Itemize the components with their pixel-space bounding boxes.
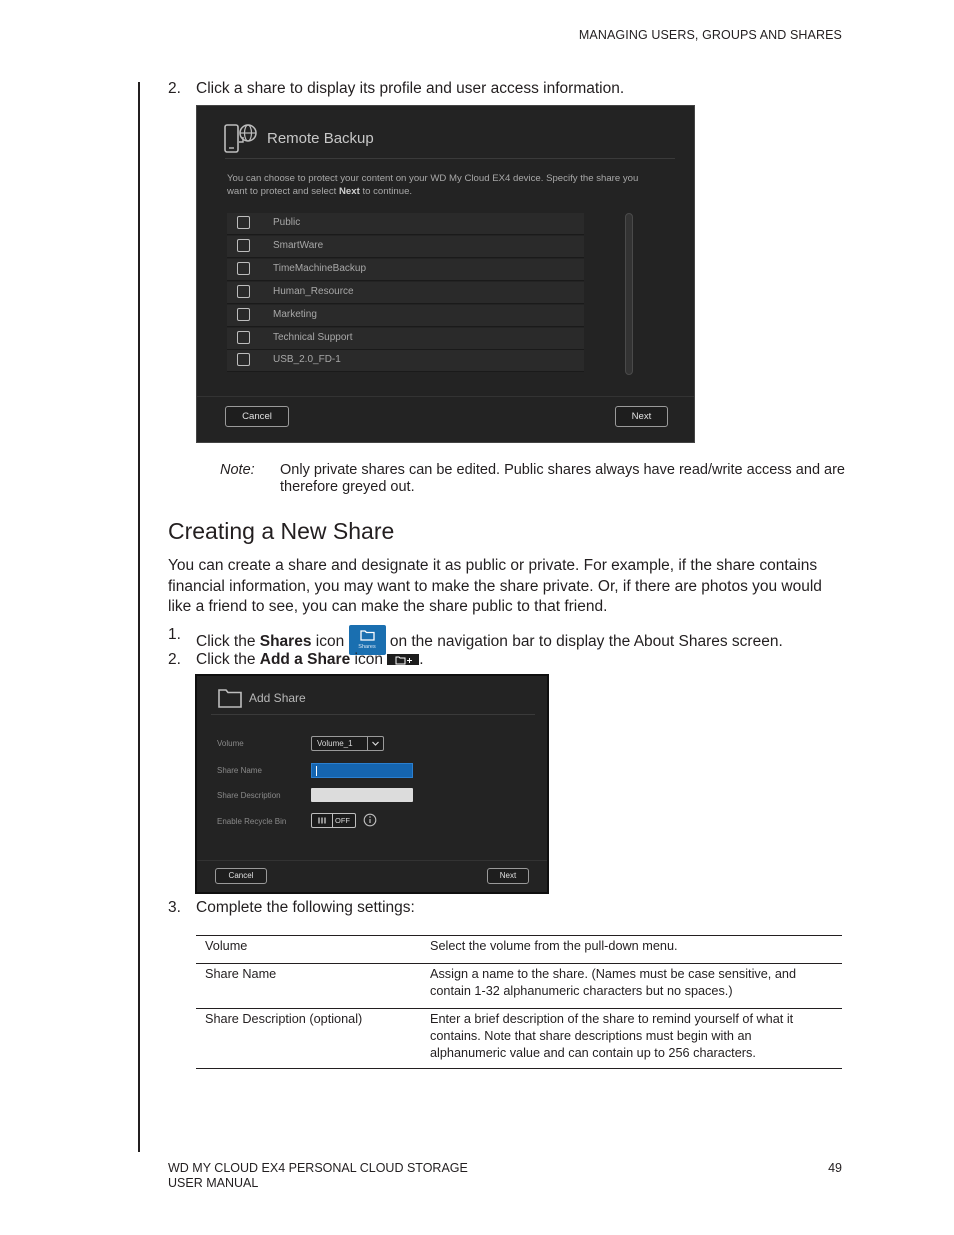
setting-field: Share Name [196, 964, 421, 1009]
step-number: 1. [168, 626, 181, 643]
step-text: Click the Shares icon Shares on the navigation bar to display the About Shares screen. [196, 625, 783, 655]
share-name-label: Share Name [217, 766, 262, 775]
next-button[interactable]: Next [615, 406, 668, 427]
page-header: MANAGING USERS, GROUPS AND SHARES [578, 28, 842, 42]
step-text: Click the Add a Share icon . [196, 651, 424, 668]
share-description-input[interactable] [311, 788, 413, 802]
share-row-public[interactable] [227, 213, 584, 235]
recycle-bin-toggle[interactable] [311, 813, 356, 828]
checkbox[interactable] [237, 331, 250, 344]
share-label: USB_2.0_FD-1 [273, 354, 341, 365]
share-label: Technical Support [273, 332, 353, 343]
share-label: Human_Resource [273, 286, 354, 297]
page-number: 49 [828, 1161, 842, 1175]
checkbox[interactable] [237, 353, 250, 366]
checkbox[interactable] [237, 262, 250, 275]
cancel-button[interactable]: Cancel [225, 406, 289, 427]
step-text: Click a share to display its profile and user access information. [196, 80, 625, 97]
info-icon[interactable] [363, 813, 377, 827]
dialog-title: Remote Backup [267, 130, 374, 147]
share-label: Public [273, 217, 301, 228]
checkbox[interactable] [237, 216, 250, 229]
remote-backup-icon [223, 122, 263, 156]
note-label: Note: [220, 462, 255, 478]
checkbox[interactable] [237, 308, 250, 321]
setting-field: Volume [196, 936, 421, 964]
step-number: 2. [168, 651, 181, 668]
setting-field: Share Description (optional) [196, 1009, 421, 1069]
share-label: TimeMachineBackup [273, 263, 367, 274]
setting-description: Enter a brief description of the share to remind yourself of what it contains. Note that share descriptions must begin with an alphanumeric value and can contain up to 256 characters. [421, 1009, 842, 1069]
section-intro: You can create a share and designate it as public or private. For example, if the share contains financial information, you may want to make the share private. Or, if there are photos you would like a friend to see, you can make the share public to that friend. [168, 557, 822, 615]
checkbox[interactable] [237, 239, 250, 252]
add-share-icon [387, 654, 419, 665]
shares-icon-label: Shares [358, 644, 376, 650]
volume-select[interactable] [311, 736, 384, 751]
setting-description: Assign a name to the share. (Names must be case sensitive, and contain 1-32 alphanumeric characters but no spaces.) [421, 964, 842, 1009]
dialog-description: You can choose to protect your content on your WD My Cloud EX4 device. Specify the share you want to protect and select Next to continue. [227, 173, 639, 197]
toggle-handle-icon [312, 814, 333, 827]
text-cursor [316, 766, 317, 776]
step-number: 3. [168, 899, 181, 916]
table-row [196, 936, 842, 964]
share-row-marketing[interactable] [227, 305, 584, 327]
margin-rule [138, 82, 140, 1152]
dialog-title: Add Share [249, 691, 306, 705]
cancel-button[interactable]: Cancel [215, 868, 267, 884]
divider [225, 158, 675, 159]
share-name-input[interactable] [311, 763, 413, 778]
footer-line-1: WD MY CLOUD EX4 PERSONAL CLOUD STORAGE [168, 1161, 468, 1175]
footer-line-2: USER MANUAL [168, 1176, 259, 1190]
add-share-screenshot [195, 674, 549, 894]
share-row-usb[interactable] [227, 350, 584, 372]
step-number: 2. [168, 80, 181, 97]
section-title: Creating a New Share [168, 518, 395, 544]
recycle-bin-label: Enable Recycle Bin [217, 817, 287, 826]
volume-value: Volume_1 [317, 739, 353, 748]
share-description-label: Share Description [217, 791, 281, 800]
divider [197, 860, 547, 861]
divider [197, 396, 694, 397]
settings-table [196, 935, 842, 1069]
toggle-state: OFF [335, 816, 350, 825]
checkbox[interactable] [237, 285, 250, 298]
scrollbar[interactable] [625, 213, 633, 375]
share-row-human-resource[interactable] [227, 282, 584, 304]
divider [211, 714, 535, 715]
share-label: Marketing [273, 309, 317, 320]
volume-label: Volume [217, 739, 244, 748]
table-row [196, 1009, 842, 1069]
chevron-down-icon[interactable] [367, 737, 383, 750]
share-row-technical-support[interactable] [227, 328, 584, 350]
table-row [196, 964, 842, 1009]
setting-description: Select the volume from the pull-down menu. [421, 936, 842, 964]
note-text: Only private shares can be edited. Public shares always have read/write access and are therefore greyed out. [280, 462, 845, 495]
share-row-timemachinebackup[interactable] [227, 259, 584, 281]
step-text: Complete the following settings: [196, 899, 415, 916]
folder-icon [217, 687, 243, 709]
next-button[interactable]: Next [487, 868, 529, 884]
share-label: SmartWare [273, 240, 324, 251]
share-row-smartware[interactable] [227, 236, 584, 258]
footer-title [168, 1161, 468, 1191]
remote-backup-screenshot [196, 105, 695, 443]
